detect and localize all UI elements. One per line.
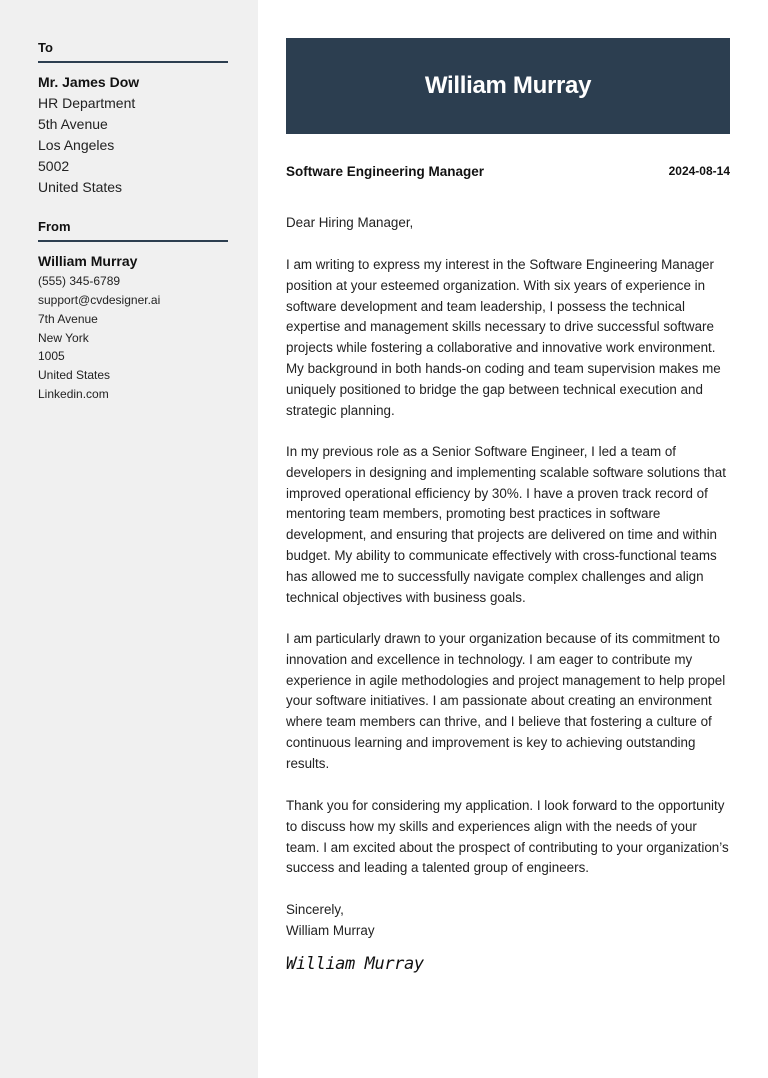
to-heading: To [38,40,228,63]
recipient-country: United States [38,179,123,195]
sender-zip: 1005 [38,349,65,363]
recipient-name: Mr. James Dow [38,74,140,90]
closing: Sincerely, [286,902,344,917]
sender-street: 7th Avenue [38,312,98,326]
job-position: Software Engineering Manager [286,164,485,179]
letter-date: 2024-08-14 [668,164,730,178]
recipient-street: 5th Avenue [38,116,108,132]
recipient-department: HR Department [38,95,136,111]
paragraph-3: I am particularly drawn to your organization because of its commitment to innovation and excellence in technology. I am eager to contribute my experience in agile methodologies and project management to help propel your software initiatives. I am passionate about creating an environment where team members can thrive, and I believe that fostering a culture of continuous learning and improvement is key to achieving outstanding results. [286,631,726,771]
sender-country: United States [38,368,111,382]
name-banner [286,38,730,134]
sidebar [0,0,258,1078]
sender-name: William Murray [38,253,138,269]
recipient-city: Los Angeles [38,137,115,153]
paragraph-4: Thank you for considering my application. I look forward to the opportunity to discuss how my skills and experiences align with the needs of your team. I am excited about the prospect of contributing to your organization’s success and leading a talented group of engineers. [286,798,729,876]
sender-phone: (555) 345-6789 [38,274,121,288]
recipient-zip: 5002 [38,158,70,174]
sender-city: New York [38,331,89,345]
sender-linkedin: Linkedin.com [38,387,109,401]
sender-email: support@cvdesigner.ai [38,293,161,307]
handwritten-signature: William Murray [286,954,424,974]
salutation: Dear Hiring Manager, [286,215,414,230]
closing-name: William Murray [286,923,375,938]
from-heading: From [38,219,228,242]
applicant-name: William Murray [424,72,592,99]
paragraph-2: In my previous role as a Senior Software Engineer, I led a team of developers in designing and implementing scalable software solutions that improved operational efficiency by 30%. I have a proven track record of mentoring team members, promoting best practices in software development, and ensuring that projects are delivered on time and within budget. My ability to communicate effectively with cross-functional teams has allowed me to successfully navigate complex challenges and align technical objectives with business goals. [286,444,726,605]
paragraph-1: I am writing to express my interest in the Software Engineering Manager position at your esteemed organization. With six years of experience in software development and team leadership, I possess the technical expertise and management skills necessary to drive successful software projects while fostering a collaborative and innovative work environment. My background in both hands-on coding and team supervision makes me uniquely positioned to bridge the gap between technical execution and strategic planning. [286,257,721,418]
